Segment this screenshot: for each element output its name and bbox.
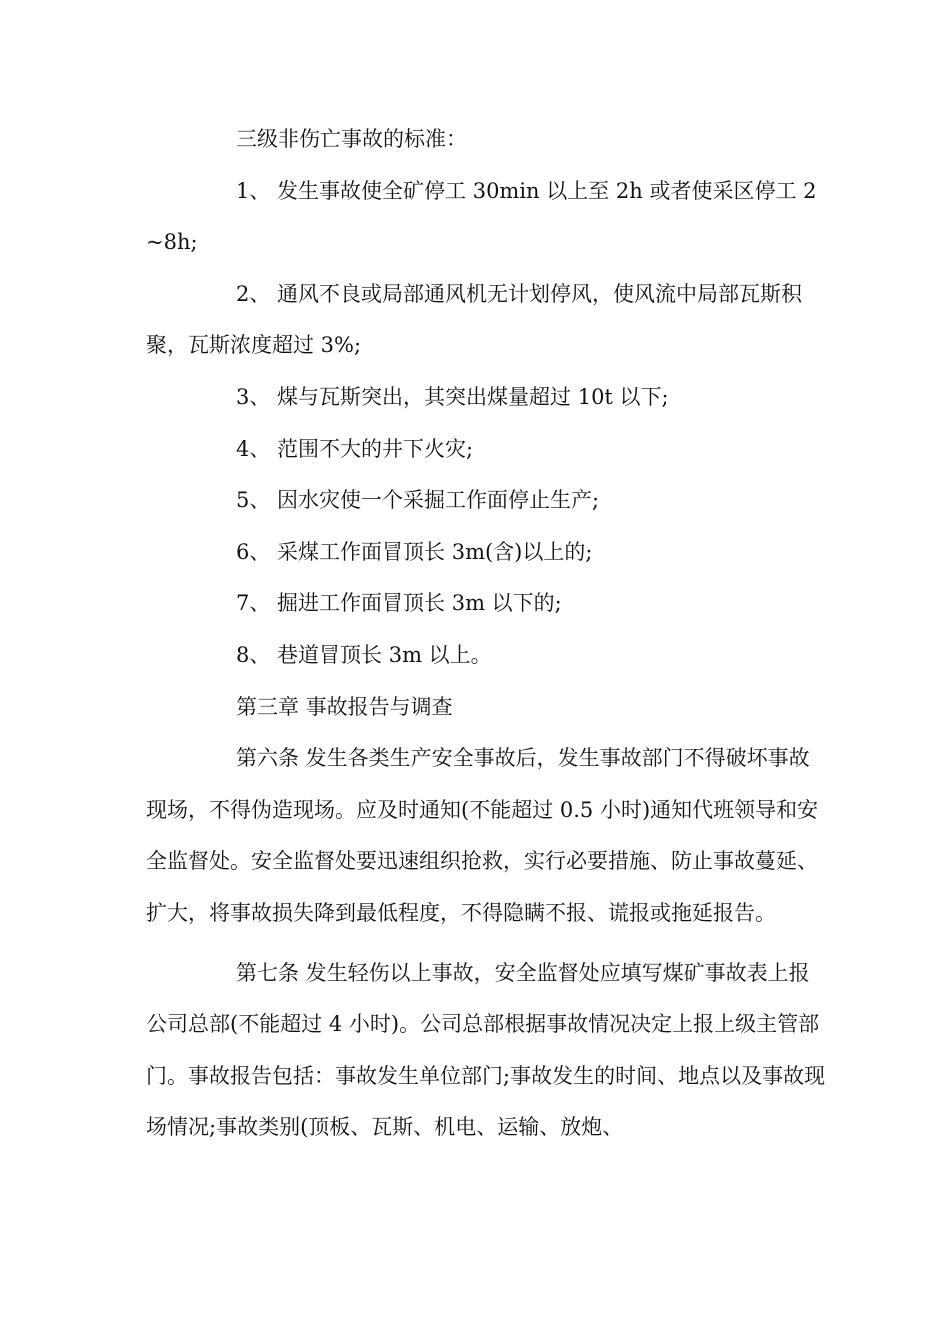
paragraph-item-6: 6、 采煤工作面冒顶长 3m(含)以上的; xyxy=(236,539,593,564)
article-seven: 第七条 发生轻伤以上事故，安全监督处应填写煤矿事故表上报公司总部(不能超过 4 小时)。公司总部根据事故情况决定上报上级主管部门。事故报告包括：事故发生单位部门;事故发生的时间、地点以及事故现场情况;事故类别(顶板、瓦斯、机电、运输、放炮、 xyxy=(146,960,826,1140)
paragraph-item-7: 7、 掘进工作面冒顶长 3m 以下的; xyxy=(236,591,562,616)
article-six: 第六条 发生各类生产安全事故后，发生事故部门不得破坏事故现场，不得伪造现场。应及时通知(不能超过 0.5 小时)通知代班领导和安全监督处。安全监督处要迅速组织抢救，实行必要措施、防止事故蔓延、扩大，将事故损失降到最低程度，不得隐瞒不报、谎报或拖延报告。 xyxy=(146,746,819,925)
chapter-heading: 第三章 事故报告与调查 xyxy=(236,694,453,719)
paragraph-item-3: 3、 煤与瓦斯突出，其突出煤量超过 10t 以下; xyxy=(236,384,669,409)
paragraph-item-2: 2、 通风不良或局部通风机无计划停风，使风流中局部瓦斯积聚，瓦斯浓度超过 3%; xyxy=(146,281,803,358)
paragraph-item-5: 5、 因水灾使一个采掘工作面停止生产; xyxy=(236,488,600,513)
paragraph-standard-heading: 三级非伤亡事故的标准： xyxy=(236,127,467,151)
paragraph-item-4: 4、 范围不大的井下火灾; xyxy=(236,436,474,461)
document-body xyxy=(146,114,826,1154)
paragraph-item-8: 8、 巷道冒顶长 3m 以上。 xyxy=(236,642,492,667)
paragraph-item-1: 1、 发生事故使全矿停工 30min 以上至 2h 或者使采区停工 2~8h; xyxy=(146,178,817,255)
